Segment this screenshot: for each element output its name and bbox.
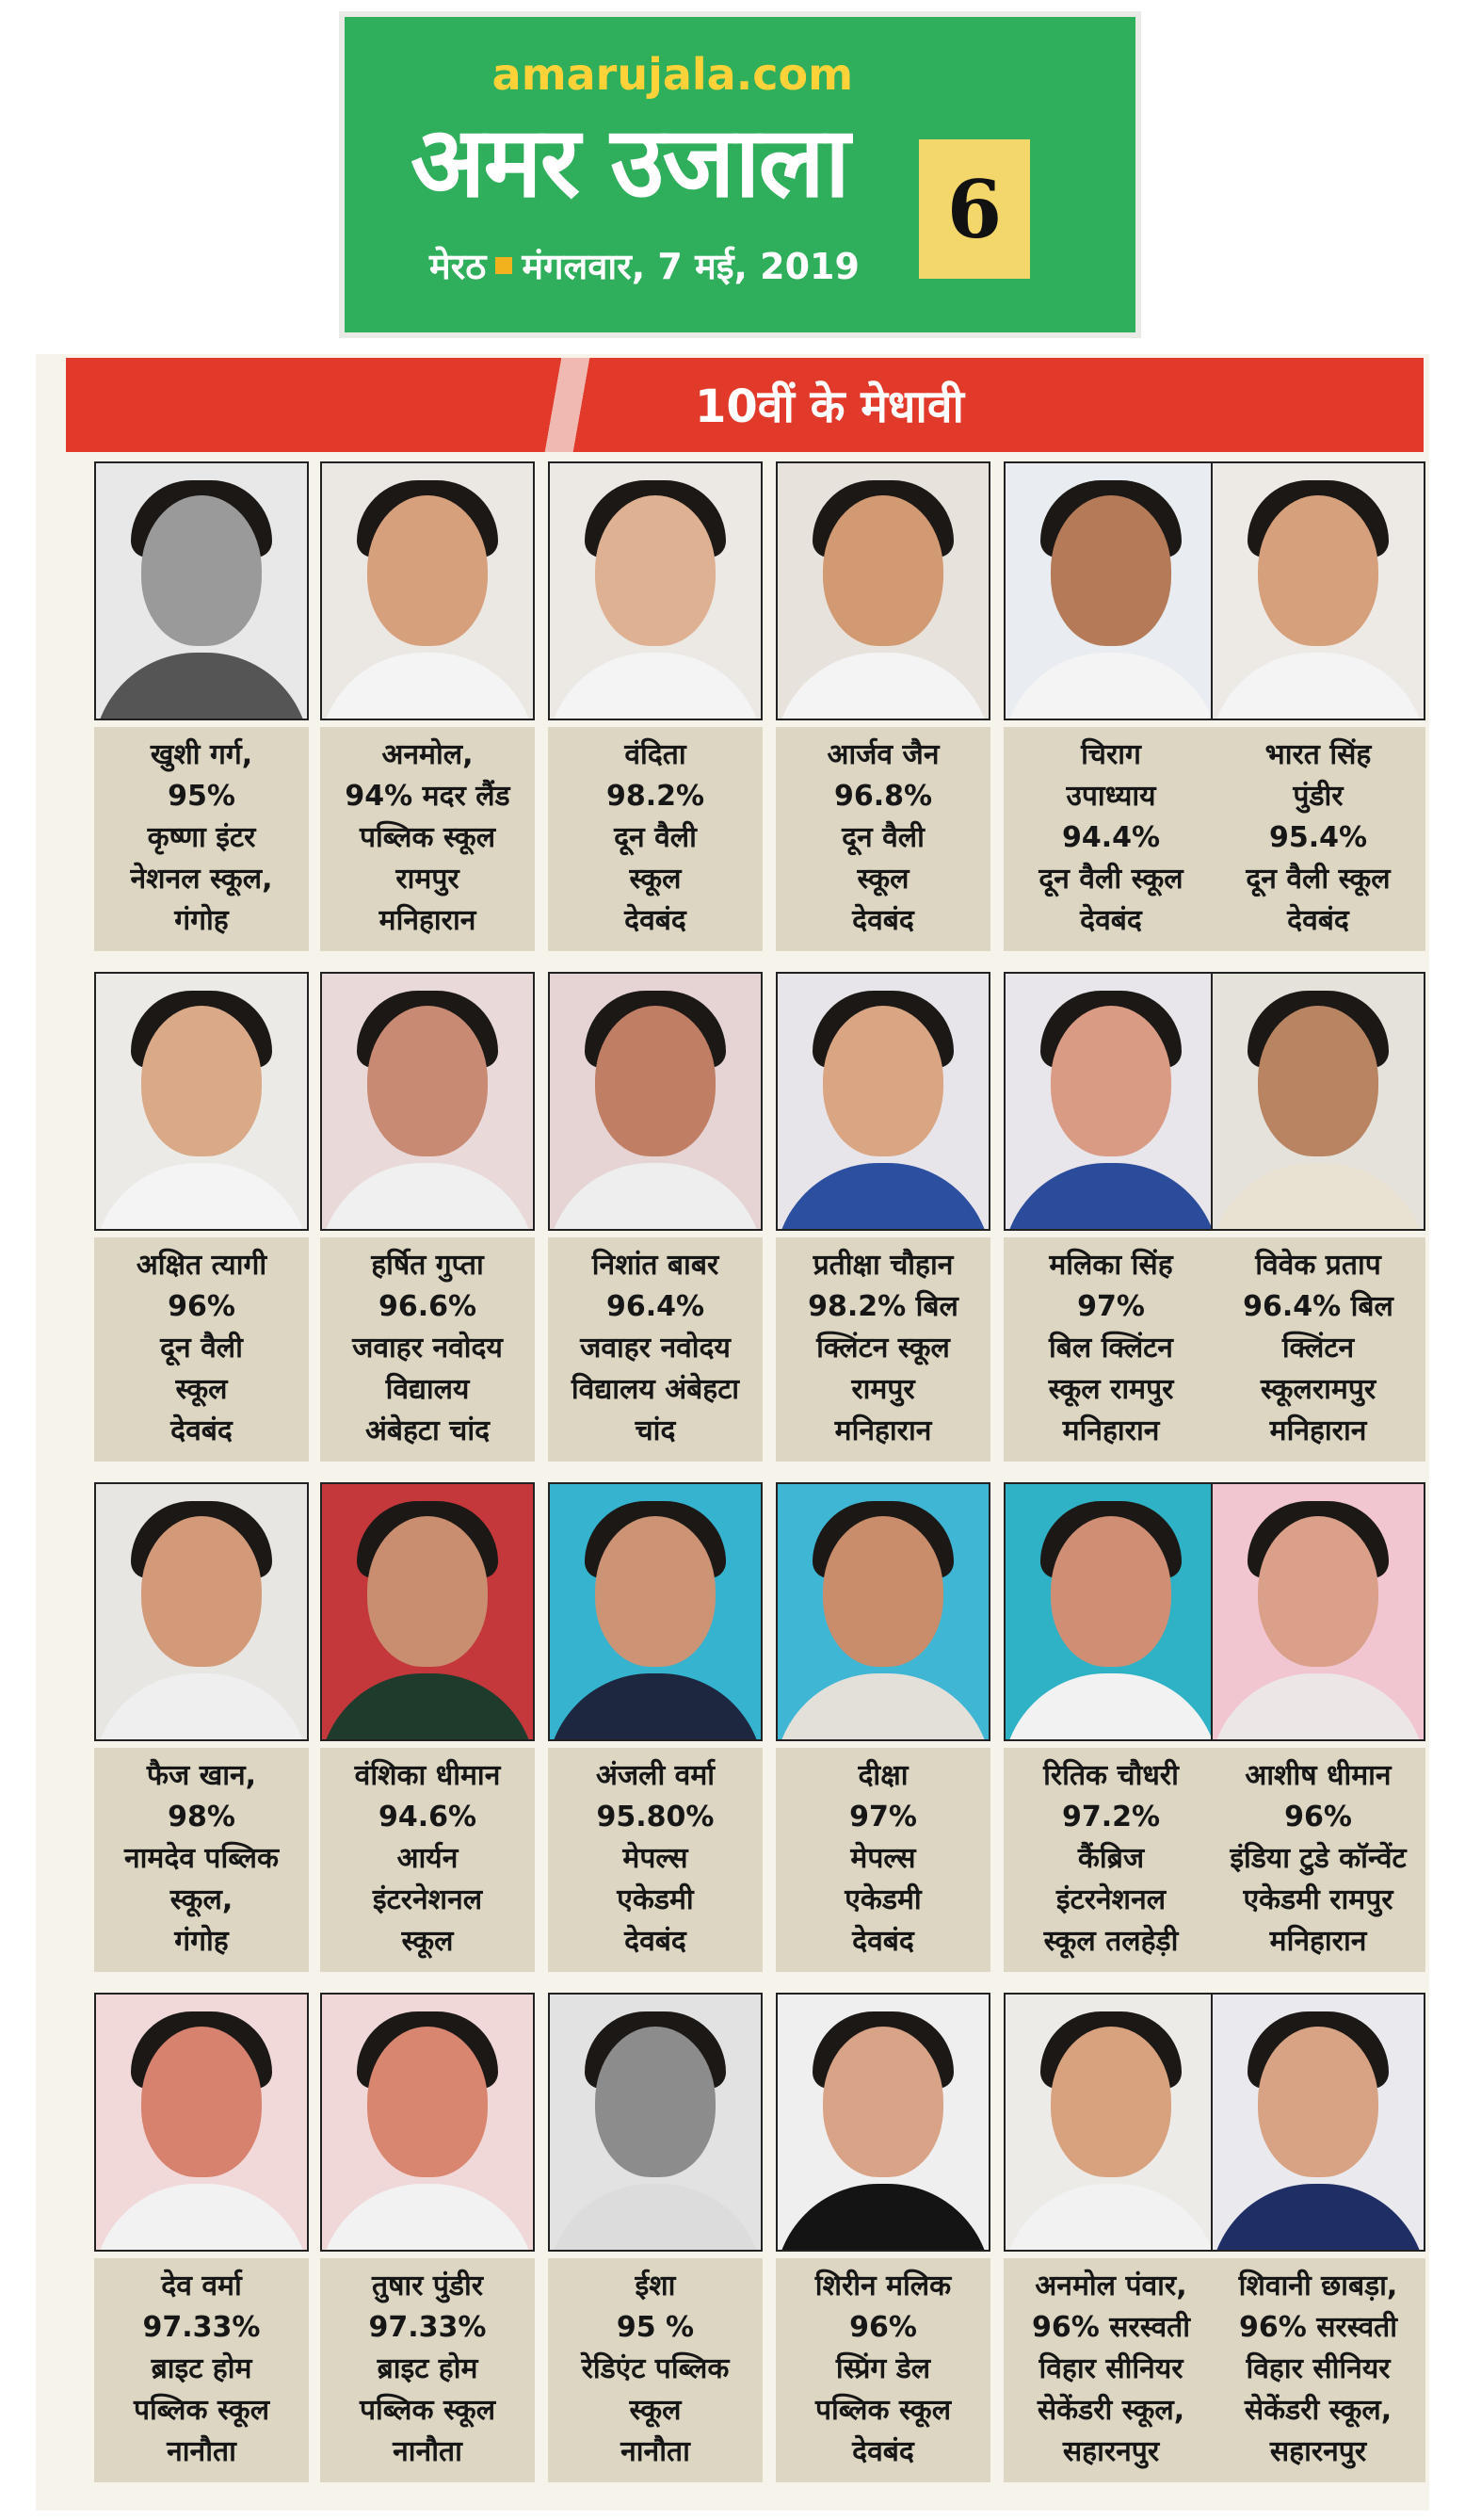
caption-line: आर्जव जैन (827, 738, 940, 771)
uniform-shape (320, 653, 535, 720)
face-shape (823, 495, 943, 646)
caption-line: 96.6% (378, 1290, 477, 1323)
uniform-shape (1004, 1673, 1218, 1741)
uniform-shape (320, 1673, 535, 1741)
caption-line: मलिका सिंह (1049, 1249, 1173, 1282)
student-photo (1004, 972, 1218, 1231)
caption-line: 94% मदर लैंड (345, 780, 510, 813)
caption-line: क्लिंटन स्कूल (816, 1332, 950, 1365)
caption-line: वंदिता (624, 738, 686, 771)
page-number: 6 (919, 139, 1030, 279)
caption-line: विवेक प्रताप (1255, 1249, 1381, 1282)
uniform-shape (94, 1673, 309, 1741)
student-caption (320, 1748, 535, 1972)
caption-line: अनमोल, (381, 738, 474, 771)
student-caption (94, 2258, 309, 2482)
caption-line: जवाहर नवोदय (352, 1332, 503, 1365)
caption-line: नानौता (167, 2435, 236, 2468)
student-photo (548, 1993, 763, 2252)
caption-line: 96.4% (605, 1290, 705, 1323)
caption-line: सहारनपुर (1062, 2435, 1160, 2468)
site-url[interactable]: amarujala.com (491, 49, 853, 100)
student-caption (1211, 1237, 1425, 1462)
caption-line: अनमोल पंवार, (1035, 2270, 1187, 2302)
caption-line: रामपुर (851, 1373, 915, 1406)
caption-line: एकेडमी (617, 1883, 694, 1916)
face-shape (823, 1516, 943, 1667)
caption-line: गंगोह (174, 1925, 229, 1958)
caption-line: फैज खान, (146, 1759, 257, 1792)
caption-line: आशीष धीमान (1245, 1759, 1392, 1792)
student-photo (1211, 972, 1425, 1231)
caption-line: प्रतीक्षा चौहान (813, 1249, 954, 1282)
caption-line: 95.80% (596, 1801, 715, 1833)
caption-line: 94.4% (1061, 821, 1161, 854)
caption-line: इंटरनेशनल (372, 1883, 483, 1916)
uniform-shape (548, 1163, 763, 1231)
caption-line: दून वैली (614, 821, 697, 854)
caption-line: 95% (168, 780, 235, 813)
caption-line: देवबंद (1287, 904, 1349, 937)
caption-line: वंशिका धीमान (354, 1759, 501, 1792)
face-shape (367, 1516, 488, 1667)
student-caption (1004, 1237, 1218, 1462)
student-caption (94, 1748, 309, 1972)
face-shape (595, 1516, 716, 1667)
students-grid (94, 461, 1424, 2511)
face-shape (595, 2027, 716, 2177)
caption-line: खुशी गर्ग, (150, 738, 253, 771)
caption-line: अक्षित त्यागी (136, 1249, 267, 1282)
caption-line: जवाहर नवोदय (580, 1332, 731, 1365)
caption-line: 96.4% बिल (1243, 1290, 1393, 1323)
caption-line: विहार सीनियर (1246, 2352, 1391, 2385)
student-caption (548, 1237, 763, 1462)
caption-line: इंटरनेशनल (1055, 1883, 1167, 1916)
student-photo (776, 972, 990, 1231)
caption-line: 96% सरस्वती (1238, 2311, 1398, 2344)
caption-line: स्कूल (175, 1373, 228, 1406)
student-caption (548, 1748, 763, 1972)
uniform-shape (320, 1163, 535, 1231)
caption-line: नामदेव पब्लिक (123, 1842, 279, 1875)
caption-line: अंजली वर्मा (595, 1759, 716, 1792)
caption-line: दीक्षा (858, 1759, 909, 1792)
student-photo (548, 1482, 763, 1741)
student-photo (1004, 1993, 1218, 2252)
student-photo (1211, 1993, 1425, 2252)
caption-line: ब्राइट होम (377, 2352, 478, 2385)
caption-line: मेपल्स (850, 1842, 916, 1875)
caption-line: स्कूल (857, 863, 910, 896)
student-caption (1211, 727, 1425, 951)
uniform-shape (1004, 2184, 1218, 2252)
caption-line: मनिहारान (1062, 1414, 1160, 1447)
student-caption (94, 1237, 309, 1462)
student-caption (1004, 1748, 1218, 1972)
caption-line: बिल क्लिंटन (1049, 1332, 1173, 1365)
caption-line: चिराग (1081, 738, 1141, 771)
student-photo (1211, 461, 1425, 720)
caption-line: 96% सरस्वती (1031, 2311, 1191, 2344)
uniform-shape (1211, 1163, 1425, 1231)
caption-line: ईशा (635, 2270, 676, 2302)
student-caption (776, 1237, 990, 1462)
student-photo (776, 1993, 990, 2252)
student-photo (1004, 1482, 1218, 1741)
caption-line: पुंडीर (1293, 780, 1344, 813)
caption-line: स्कूल (629, 2394, 682, 2427)
student-caption (320, 2258, 535, 2482)
face-shape (141, 1006, 262, 1156)
caption-line: विहार सीनियर (1038, 2352, 1183, 2385)
student-caption (1211, 1748, 1425, 1972)
caption-line: शिवानी छाबड़ा, (1238, 2270, 1398, 2302)
student-caption (94, 727, 309, 951)
separator-square-icon (495, 257, 512, 274)
caption-line: मनिहारान (834, 1414, 932, 1447)
face-shape (1051, 1516, 1171, 1667)
uniform-shape (1004, 653, 1218, 720)
caption-line: पब्लिक स्कूल (359, 2394, 496, 2427)
student-caption (1004, 727, 1218, 951)
face-shape (1051, 495, 1171, 646)
caption-line: दून वैली (842, 821, 925, 854)
uniform-shape (776, 2184, 990, 2252)
face-shape (1051, 2027, 1171, 2177)
caption-line: 98% (168, 1801, 235, 1833)
caption-line: एकेडमी (845, 1883, 922, 1916)
uniform-shape (776, 1163, 990, 1231)
caption-line: एकेडमी रामपुर (1243, 1883, 1393, 1916)
face-shape (367, 2027, 488, 2177)
face-shape (141, 495, 262, 646)
student-photo (1004, 461, 1218, 720)
caption-line: शिरीन मलिक (814, 2270, 952, 2302)
caption-line: रितिक चौधरी (1043, 1759, 1179, 1792)
student-photo (1211, 1482, 1425, 1741)
uniform-shape (1211, 1673, 1425, 1741)
student-photo (94, 461, 309, 720)
caption-line: देवबंद (852, 904, 914, 937)
face-shape (595, 495, 716, 646)
face-shape (141, 2027, 262, 2177)
caption-line: सेकेंडरी स्कूल, (1037, 2394, 1185, 2427)
caption-line: गंगोह (174, 904, 229, 937)
caption-line: देव वर्मा (161, 2270, 242, 2302)
uniform-shape (94, 653, 309, 720)
caption-line: भारत सिंह (1264, 738, 1372, 771)
banner-tear (508, 358, 668, 452)
caption-line: चांद (635, 1414, 676, 1447)
city-label: मेरठ (429, 246, 487, 287)
caption-line: तुषार पुंडीर (371, 2270, 484, 2302)
face-shape (1258, 1516, 1378, 1667)
caption-line: स्कूलरामपुर (1260, 1373, 1376, 1406)
caption-line: मनिहारान (1269, 1925, 1367, 1958)
uniform-shape (776, 1673, 990, 1741)
student-photo (320, 972, 535, 1231)
caption-line: सेकेंडरी स्कूल, (1244, 2394, 1393, 2427)
caption-line: दून वैली स्कूल (1038, 863, 1183, 896)
student-caption (320, 1237, 535, 1462)
caption-line: निशांत बाबर (591, 1249, 719, 1282)
caption-line: 97% (1077, 1290, 1145, 1323)
uniform-shape (320, 2184, 535, 2252)
caption-line: नानौता (620, 2435, 690, 2468)
caption-line: दून वैली (160, 1332, 243, 1365)
uniform-shape (1211, 653, 1425, 720)
caption-line: पब्लिक स्कूल (359, 821, 496, 854)
caption-line: नेशनल स्कूल, (130, 863, 273, 896)
caption-line: 97% (849, 1801, 917, 1833)
caption-line: देवबंद (624, 1925, 686, 1958)
student-photo (548, 972, 763, 1231)
student-photo (548, 461, 763, 720)
student-caption (548, 727, 763, 951)
uniform-shape (548, 653, 763, 720)
student-photo (94, 972, 309, 1231)
face-shape (1258, 495, 1378, 646)
caption-line: इंडिया टुडे कॉन्वेंट (1230, 1842, 1407, 1875)
caption-line: कैंब्रिज (1077, 1842, 1145, 1875)
caption-line: कृष्णा इंटर (147, 821, 256, 854)
caption-line: 97.33% (368, 2311, 487, 2344)
face-shape (823, 1006, 943, 1156)
caption-line: विद्यालय (385, 1373, 470, 1406)
uniform-shape (548, 2184, 763, 2252)
caption-line: रामपुर (395, 863, 459, 896)
caption-line: 95.4% (1268, 821, 1368, 854)
caption-line: देवबंद (852, 1925, 914, 1958)
masthead (345, 17, 1135, 332)
student-photo (776, 461, 990, 720)
face-shape (595, 1006, 716, 1156)
uniform-shape (1211, 2184, 1425, 2252)
caption-line: 96% (1284, 1801, 1352, 1833)
caption-line: स्कूल (401, 1925, 454, 1958)
face-shape (1258, 2027, 1378, 2177)
caption-line: पब्लिक स्कूल (814, 2394, 952, 2427)
caption-line: विद्यालय अंबेहटा (571, 1373, 740, 1406)
caption-line: क्लिंटन (1281, 1332, 1355, 1365)
uniform-shape (776, 653, 990, 720)
caption-line: ब्राइट होम (151, 2352, 252, 2385)
caption-line: देवबंद (1080, 904, 1142, 937)
caption-line: 96.8% (833, 780, 933, 813)
caption-line: स्कूल (629, 863, 682, 896)
caption-line: स्कूल रामपुर (1048, 1373, 1174, 1406)
student-photo (320, 1993, 535, 2252)
caption-line: 98.2% (605, 780, 705, 813)
caption-line: 95 % (616, 2311, 695, 2344)
student-caption (548, 2258, 763, 2482)
caption-line: नानौता (393, 2435, 462, 2468)
student-caption (1211, 2258, 1425, 2482)
caption-line: पब्लिक स्कूल (133, 2394, 270, 2427)
student-caption (776, 1748, 990, 1972)
issue-date: मंगलवार, 7 मई, 2019 (522, 246, 860, 287)
student-photo (94, 1482, 309, 1741)
caption-line: दून वैली स्कूल (1246, 863, 1391, 896)
caption-line: 96% (168, 1290, 235, 1323)
caption-line: मेपल्स (622, 1842, 688, 1875)
section-title: 10वीं के मेधावी (695, 380, 964, 433)
caption-line: 94.6% (378, 1801, 477, 1833)
uniform-shape (94, 2184, 309, 2252)
face-shape (367, 495, 488, 646)
dateline (429, 241, 860, 290)
caption-line: अंबेहटा चांद (364, 1414, 491, 1447)
caption-line: स्कूल तलहेड़ी (1043, 1925, 1179, 1958)
caption-line: उपाध्याय (1066, 780, 1156, 813)
face-shape (823, 2027, 943, 2177)
caption-line: देवबंद (170, 1414, 233, 1447)
caption-line: स्कूल, (169, 1883, 233, 1916)
uniform-shape (548, 1673, 763, 1741)
student-caption (776, 727, 990, 951)
student-caption (776, 2258, 990, 2482)
student-photo (320, 461, 535, 720)
student-photo (320, 1482, 535, 1741)
uniform-shape (94, 1163, 309, 1231)
caption-line: 98.2% बिल (808, 1290, 958, 1323)
caption-line: आर्यन (396, 1842, 459, 1875)
newspaper-logo: अमर उजाला (411, 105, 848, 219)
caption-line: रेडिएंट पब्लिक (581, 2352, 730, 2385)
caption-line: मनिहारान (1269, 1414, 1367, 1447)
student-caption (1004, 2258, 1218, 2482)
caption-line: 96% (849, 2311, 917, 2344)
caption-line: मनिहारान (378, 904, 476, 937)
caption-line: सहारनपुर (1269, 2435, 1367, 2468)
caption-line: 97.33% (142, 2311, 261, 2344)
caption-line: हर्षित गुप्ता (371, 1249, 484, 1282)
caption-line: देवबंद (624, 904, 686, 937)
uniform-shape (1004, 1163, 1218, 1231)
student-photo (94, 1993, 309, 2252)
student-photo (776, 1482, 990, 1741)
caption-line: 97.2% (1061, 1801, 1161, 1833)
face-shape (1051, 1006, 1171, 1156)
face-shape (1258, 1006, 1378, 1156)
student-caption (320, 727, 535, 951)
caption-line: स्प्रिंग डेल (835, 2352, 931, 2385)
caption-line: देवबंद (852, 2435, 914, 2468)
face-shape (141, 1516, 262, 1667)
face-shape (367, 1006, 488, 1156)
